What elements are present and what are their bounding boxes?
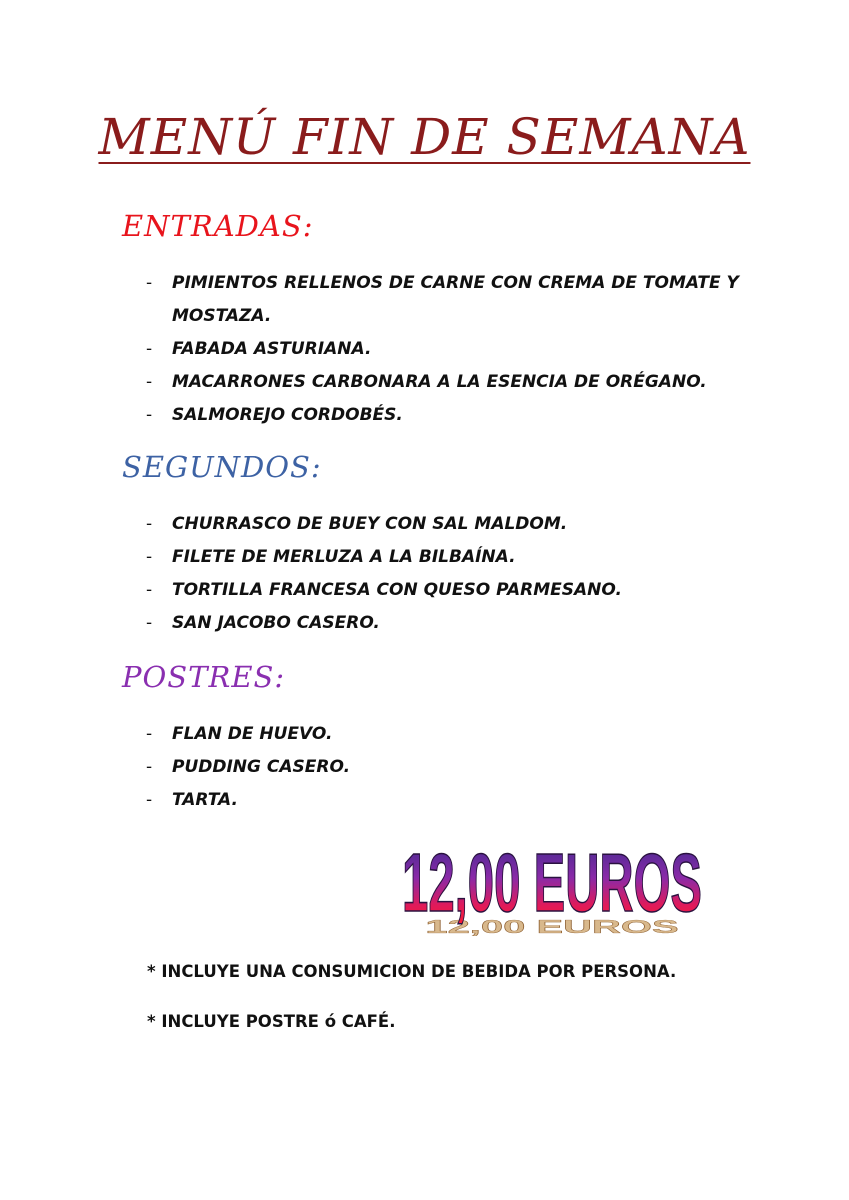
list-item — [146, 267, 752, 333]
list-item — [146, 784, 752, 817]
list-item — [146, 751, 752, 784]
list-item — [146, 574, 752, 607]
bullet-dash: - — [146, 790, 153, 810]
price-graphic — [392, 826, 712, 946]
list-item — [146, 718, 752, 751]
dish-label: FABADA ASTURIANA. — [172, 339, 372, 359]
bullet-dash: - — [146, 372, 153, 392]
bullet-dash: - — [146, 580, 153, 600]
list-item — [146, 541, 752, 574]
list-item — [146, 508, 752, 541]
dish-label: CHURRASCO DE BUEY CON SAL MALDOM. — [172, 514, 568, 534]
price-shadow: 12,00 EUROS — [425, 916, 679, 938]
dish-label: MACARRONES CARBONARA A LA ESENCIA DE ORÉGANO. — [172, 372, 707, 392]
list-postres — [146, 718, 752, 817]
menu-title — [0, 108, 849, 166]
list-item — [146, 366, 752, 399]
list-item — [146, 607, 752, 640]
bullet-dash: - — [146, 757, 153, 777]
dish-label: FLAN DE HUEVO. — [172, 724, 333, 744]
dish-label: TARTA. — [172, 790, 238, 810]
section-heading-postres: POSTRES: — [122, 660, 286, 694]
price-text: 12,00 EUROS — [401, 835, 702, 929]
dish-label: SALMOREJO CORDOBÉS. — [172, 405, 403, 425]
bullet-dash: - — [146, 405, 153, 425]
list-entradas — [146, 267, 752, 432]
bullet-dash: - — [146, 613, 153, 633]
dish-label: SAN JACOBO CASERO. — [172, 613, 380, 633]
list-item — [146, 333, 752, 366]
section-heading-entradas: ENTRADAS: — [122, 209, 314, 243]
bullet-dash: - — [146, 724, 153, 744]
list-segundos — [146, 508, 752, 640]
dish-label: PIMIENTOS RELLENOS DE CARNE CON CREMA DE TOMATE Y MOSTAZA. — [172, 273, 739, 326]
bullet-dash: - — [146, 547, 153, 567]
price-wordart — [392, 826, 712, 946]
bullet-dash: - — [146, 273, 153, 293]
menu-title-text: MENÚ FIN DE SEMANA — [98, 108, 751, 166]
dish-label: PUDDING CASERO. — [172, 757, 351, 777]
dish-label: TORTILLA FRANCESA CON QUESO PARMESANO. — [172, 580, 622, 600]
note-dessert: * INCLUYE POSTRE ó CAFÉ. — [147, 1012, 396, 1031]
section-heading-segundos: SEGUNDOS: — [122, 450, 322, 484]
list-item — [146, 399, 752, 432]
note-drink: * INCLUYE UNA CONSUMICION DE BEBIDA POR PERSONA. — [147, 962, 677, 981]
bullet-dash: - — [146, 339, 153, 359]
bullet-dash: - — [146, 514, 153, 534]
dish-label: FILETE DE MERLUZA A LA BILBAÍNA. — [172, 547, 516, 567]
